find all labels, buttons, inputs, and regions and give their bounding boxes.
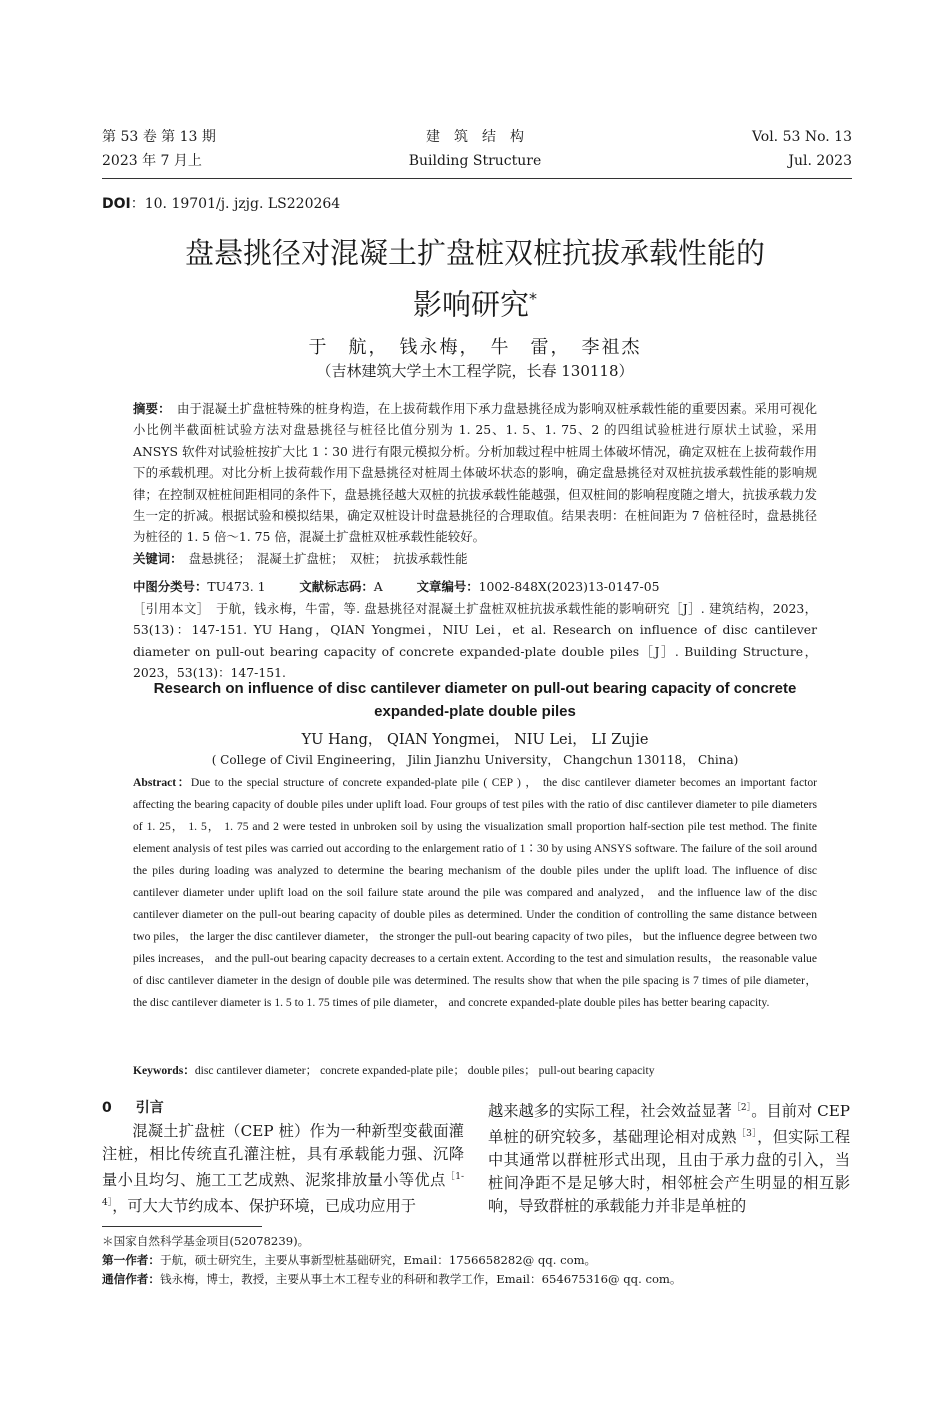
keywords-en-label: Keywords： (133, 1064, 195, 1077)
first-author-text: 于航，硕士研究生，主要从事新型桩基础研究，Email：1756658282@ qq. com。 (159, 1253, 597, 1267)
corresponding-label: 通信作者： (102, 1272, 160, 1286)
date-cn: 2023 年 7 月上 (102, 153, 202, 169)
date-en: Jul. 2023 (788, 153, 852, 169)
abstract-en-label: Abstract： (133, 776, 191, 789)
abstract-en (133, 772, 817, 1014)
abstract-cn (133, 398, 817, 569)
authors: 于 航， 钱永梅， 牛 雷， 李祖杰 (308, 337, 642, 358)
abstract-en-text: Due to the special structure of concrete expanded-plate pile ( CEP ) ， the disc cantilever diameter becomes an important factor affecting the bearing capacity of double piles under uplift load. Four groups of test piles with the ratio of disc cantilever diameter to pile diameters of 1. 25， 1. 5， 1. 75 and 2 were tested in unbroken soil by using the visualization small proportion half-section pile test method. The finite element analysis of test piles was carried out according to the enlargement ratio of 1∶30 by using ANSYS software. The failure of the soil around the piles during loading was analyzed to determine the bearing mechanism of the double piles under the uplift load. The influence of disc cantilever diameter under uplift load on the soil failure state around the pile was compared and analyzed， and the influence law of the disc cantilever diameter on the pull-out bearing capacity of double piles as determined. Under the condition of controlling the same distance between two piles， the larger the disc cantilever diameter， the stronger the pull-out bearing capacity of two piles， but the influence degree between two piles increases， and the pull-out bearing capacity decreases to a certain extent. According to the test and simulation results， the reasonable value of disc cantilever diameter in the design of double pile was determined. The results show that when the pile spacing is 7 times of pile diameter， the disc cantilever diameter is 1. 5 to 1. 75 times of pile diameter， and concrete expanded-plate double piles has better bearing capacity. (133, 776, 817, 1009)
body-left-cite: ［1-4］ (102, 1172, 464, 1209)
volume-cn: 第 53 卷 第 13 期 (102, 129, 216, 145)
doc-code-label: 文献标志码： (299, 579, 374, 594)
title-line-1: 盘悬挑径对混凝土扩盘桩双桩抗拔承载性能的 (184, 236, 765, 270)
footnote-corresponding (102, 1270, 852, 1288)
title-line-2-text: 影响研究 (412, 287, 529, 322)
body-left-text-after: ，可大大节约成本、保护环境，已成功应用于 (112, 1197, 416, 1216)
header-rule (102, 178, 852, 179)
volume-en: Vol. 53 No. 13 (751, 129, 852, 145)
classification-row (133, 576, 817, 597)
section-heading (102, 1097, 164, 1117)
body-left-text: 混凝土扩盘桩（CEP 桩）作为一种新型变截面灌注桩，相比传统直孔灌注桩，具有承载能力强、沉降量小且均匀、施工工艺成熟、泥浆排放量小等优点 (102, 1122, 464, 1190)
keywords-cn-label: 关键词： (133, 550, 177, 566)
citation (133, 598, 817, 684)
keywords-en-text: disc cantilever diameter； concrete expanded-plate pile； double piles； pull-out bearing capacity (194, 1064, 655, 1077)
title-en: Research on influence of disc cantilever diameter on pull-out bearing capacity of concrete expanded-plate double piles (153, 680, 797, 720)
keywords-cn-text: 盘悬挑径； 混凝土扩盘桩； 双桩； 抗拔承载性能 (176, 550, 468, 566)
article-title (120, 230, 830, 328)
article-number-group (417, 579, 660, 594)
clc-value: TU473. 1 (207, 579, 266, 594)
footnote-first-author (102, 1251, 852, 1269)
abstract-cn-text: 由于混凝土扩盘桩特殊的桩身构造，在上拔荷载作用下承力盘悬挑径成为影响双桩承载性能的重要因素。采用可视化小比例半截面桩试验方法对盘悬挑径与桩径比值分别为 1. 25、1. 5、1. 75、2 的四组试验桩进行原状土试验，采用 ANSYS 软件对试验桩按扩大比 1∶30 进行有限元模拟分析。分析加载过程中桩周土体破坏情况，确定双桩在上拔荷载作用下的承载机理。对比分析上拔荷载作用下盘悬挑径对桩周土体破坏状态的影响，确定盘悬挑径对双桩抗拔承载性能的影响规律；在控制双桩桩间距相同的条件下，盘悬挑径越大双桩的抗拔承载性能越强，但双桩间的影响程度随之增大，抗拔承载力发生一定的折减。根据试验和模拟结果，确定双桩设计时盘悬挑径的合理取值。结果表明：在桩间距为 7 倍桩径时，盘悬挑径为桩径的 1. 5 倍～1. 75 倍，混凝土扩盘桩双桩承载性能较好。 (133, 401, 818, 545)
article-number-label: 文章编号： (416, 579, 479, 594)
body-right-cite-2: ［3］ (736, 1129, 758, 1140)
footnote-rule (102, 1226, 262, 1227)
doi-value: ：10. 19701/j. jzjg. LS220264 (130, 196, 341, 212)
doi (102, 193, 340, 213)
body-right-cite-1: ［2］ (731, 1103, 752, 1113)
section-number: 0 (102, 1100, 112, 1116)
keywords-en (133, 1062, 817, 1080)
first-author-label: 第一作者： (102, 1253, 160, 1267)
article-number-value: 1002-848X(2023)13-0147-05 (478, 579, 660, 594)
citation-label: ［引用本文］ (133, 601, 204, 616)
body-right-text-3: ，但实际工程中其通常以群桩形式出现，且由于承力盘的引入，当桩间净距不是足够大时，相邻桩会产生明显的相互影响，导致群桩的承载能力并非是单桩的 (488, 1128, 851, 1216)
journal-en: Building Structure (408, 153, 542, 169)
clc-label: 中图分类号： (133, 579, 208, 594)
body-left-column (102, 1120, 464, 1218)
abstract-cn-label: 摘要： (133, 401, 165, 416)
doc-code-group (299, 579, 382, 594)
affiliation: （吉林建筑大学土木工程学院，长春 130118） (316, 362, 634, 380)
doc-code-value: A (373, 579, 383, 594)
body-right-column (488, 1097, 850, 1218)
corresponding-text: 钱永梅，博士，教授，主要从事土木工程专业的科研和教学工作，Email：654675316@ qq. com。 (159, 1272, 682, 1286)
footnote-fund: ＊国家自然科学基金项目(52078239)。 (102, 1234, 310, 1248)
doi-label: DOI (102, 196, 131, 212)
header-right (752, 127, 852, 171)
citation-text: 于航，钱永梅，牛雷，等. 盘悬挑径对混凝土扩盘桩双桩抗拔承载性能的影响研究［J］. 建筑结构，2023，53(13)：147-151. YU Hang，QIAN Yongmei，NIU Lei，et al. Research on influence of disc cantilever diameter on pull-out bearing capacity of concrete expanded-plate double piles［J］. Building Structure，2023，53(13)：147-151. (133, 601, 817, 681)
clc-group (133, 579, 265, 594)
section-title: 引言 (135, 1100, 164, 1116)
body-right-text-2: 。目前对 CEP 单桩的研究较多，基础理论相对成熟 (488, 1102, 850, 1147)
title-line-2 (120, 276, 830, 328)
body-right-text-1: 越来越多的实际工程，社会效益显著 (488, 1102, 732, 1121)
title-footnote-mark: * (529, 289, 537, 308)
authors-en: YU Hang， QIAN Yongmei， NIU Lei， LI Zujie (301, 732, 649, 748)
affiliation-en: ( College of Civil Engineering， Jilin Jianzhu University， Changchun 130118， China) (211, 753, 739, 767)
journal-cn: 建 筑 结 构 (426, 129, 524, 145)
